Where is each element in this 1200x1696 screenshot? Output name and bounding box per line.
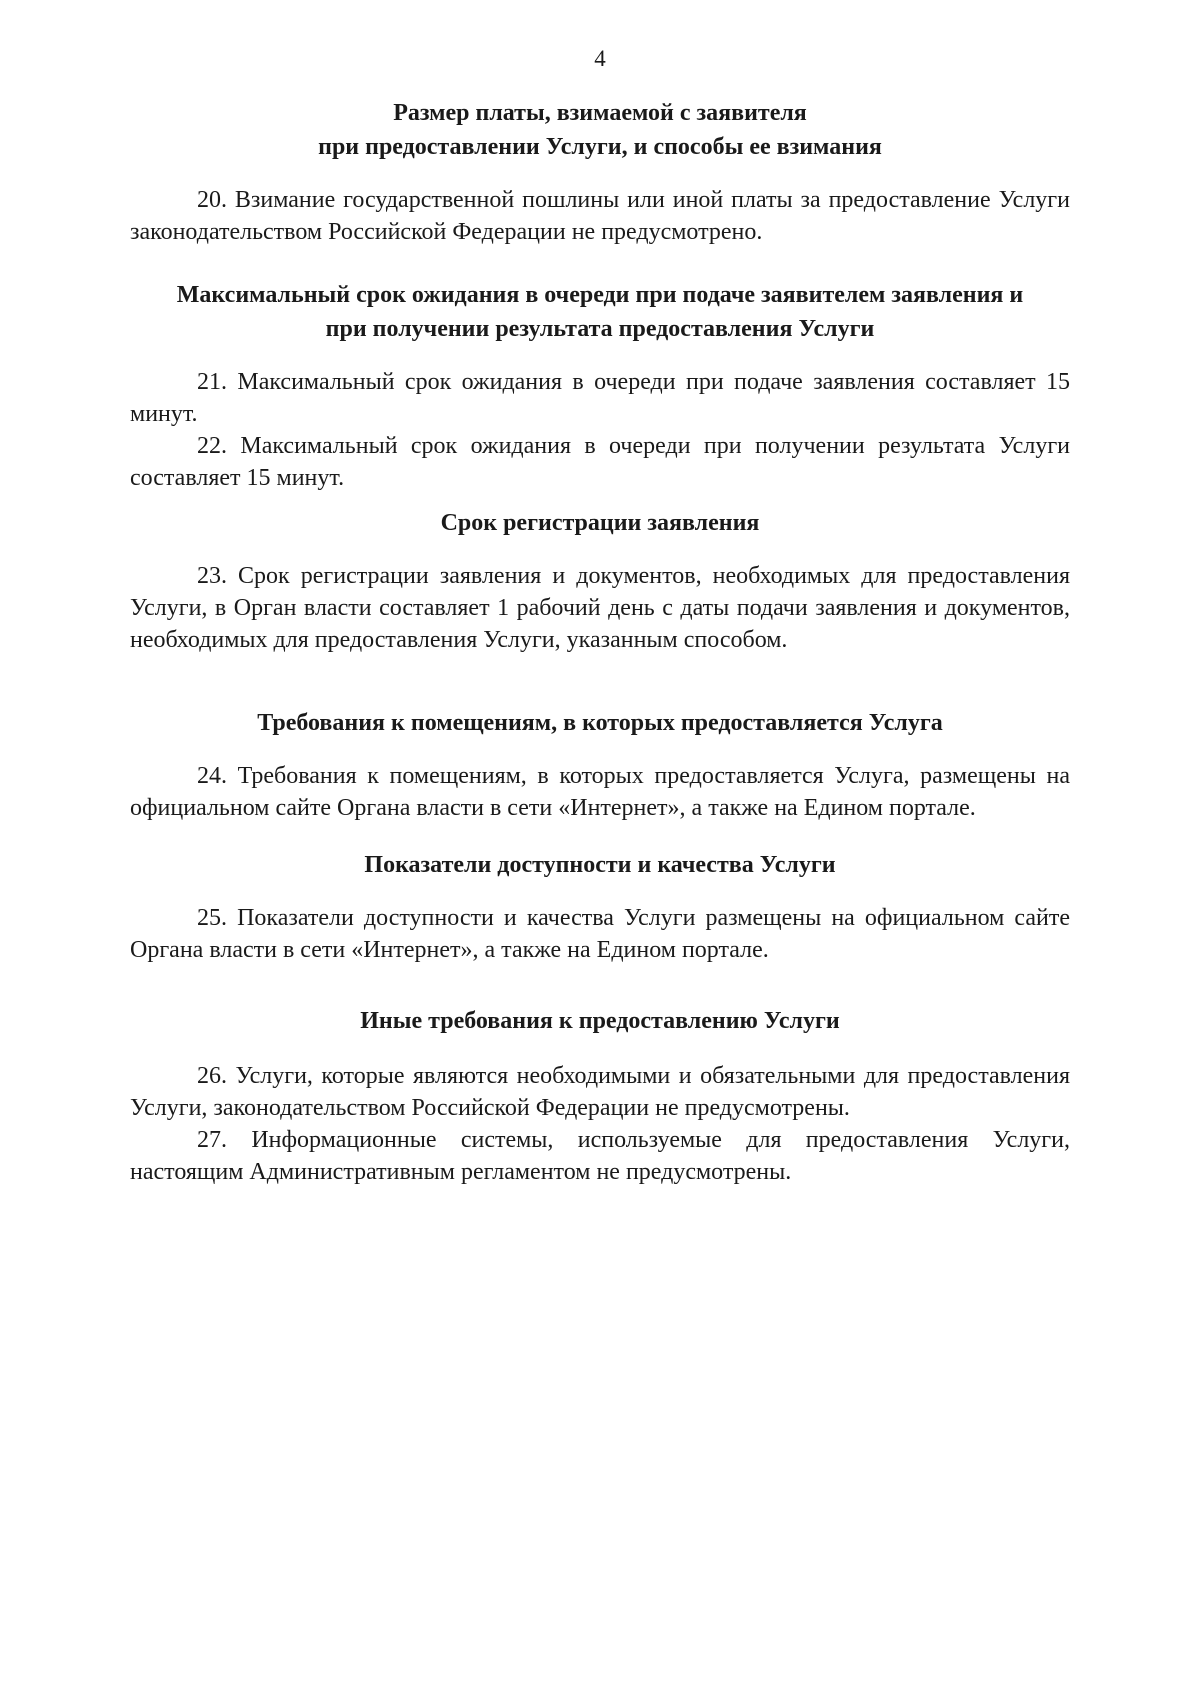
- section-premises: [130, 706, 1070, 824]
- paragraph-26: 26. Услуги, которые являются необходимыми и обязательными для предоставления Услуги, законодательством Российской Федерации не предусмотрены.: [130, 1063, 1070, 1121]
- section-heading-line: Требования к помещениям, в которых предоставляется Услуга: [257, 710, 943, 736]
- paragraph-27: 27. Информационные системы, используемые для предоставления Услуги, настоящим Административным регламентом не предусмотрены.: [130, 1127, 1070, 1185]
- paragraph-22: 22. Максимальный срок ожидания в очереди при получении результата Услуги составляет 15 минут.: [130, 433, 1070, 491]
- section-heading-line: Иные требования к предоставлению Услуги: [360, 1008, 840, 1034]
- paragraph-24: 24. Требования к помещениям, в которых предоставляется Услуга, размещены на официальном сайте Органа власти в сети «Интернет», а также на Едином портале.: [130, 763, 1070, 821]
- paragraph-25: 25. Показатели доступности и качества Услуги размещены на официальном сайте Органа власти в сети «Интернет», а также на Едином портале.: [130, 905, 1070, 963]
- section-heading-line: Размер платы, взимаемой с заявителя: [393, 100, 807, 126]
- section-registration-time: [130, 506, 1070, 656]
- section-heading-line: Максимальный срок ожидания в очереди при подаче заявителем заявления и: [176, 282, 1024, 308]
- section-heading-line: при предоставлении Услуги, и способы ее взимания: [318, 134, 882, 160]
- page-number: 4: [594, 46, 606, 71]
- section-accessibility: [130, 848, 1070, 966]
- section-queue-time: [130, 278, 1070, 494]
- section-heading-line: Срок регистрации заявления: [440, 510, 760, 536]
- section-other-requirements: [130, 1004, 1070, 1188]
- paragraph-23: 23. Срок регистрации заявления и документов, необходимых для предоставления Услуги, в Орган власти составляет 1 рабочий день с даты подачи заявления и документов, необходимых для предоставления Услуги, указанным способом.: [130, 563, 1070, 653]
- section-fee: [130, 96, 1070, 248]
- paragraph-20: 20. Взимание государственной пошлины или иной платы за предоставление Услуги законодательством Российской Федерации не предусмотрено.: [130, 187, 1070, 245]
- section-heading-line: при получении результата предоставления Услуги: [325, 316, 875, 342]
- section-heading-line: Показатели доступности и качества Услуги: [364, 852, 836, 878]
- paragraph-21: 21. Максимальный срок ожидания в очереди при подаче заявления составляет 15 минут.: [130, 369, 1070, 427]
